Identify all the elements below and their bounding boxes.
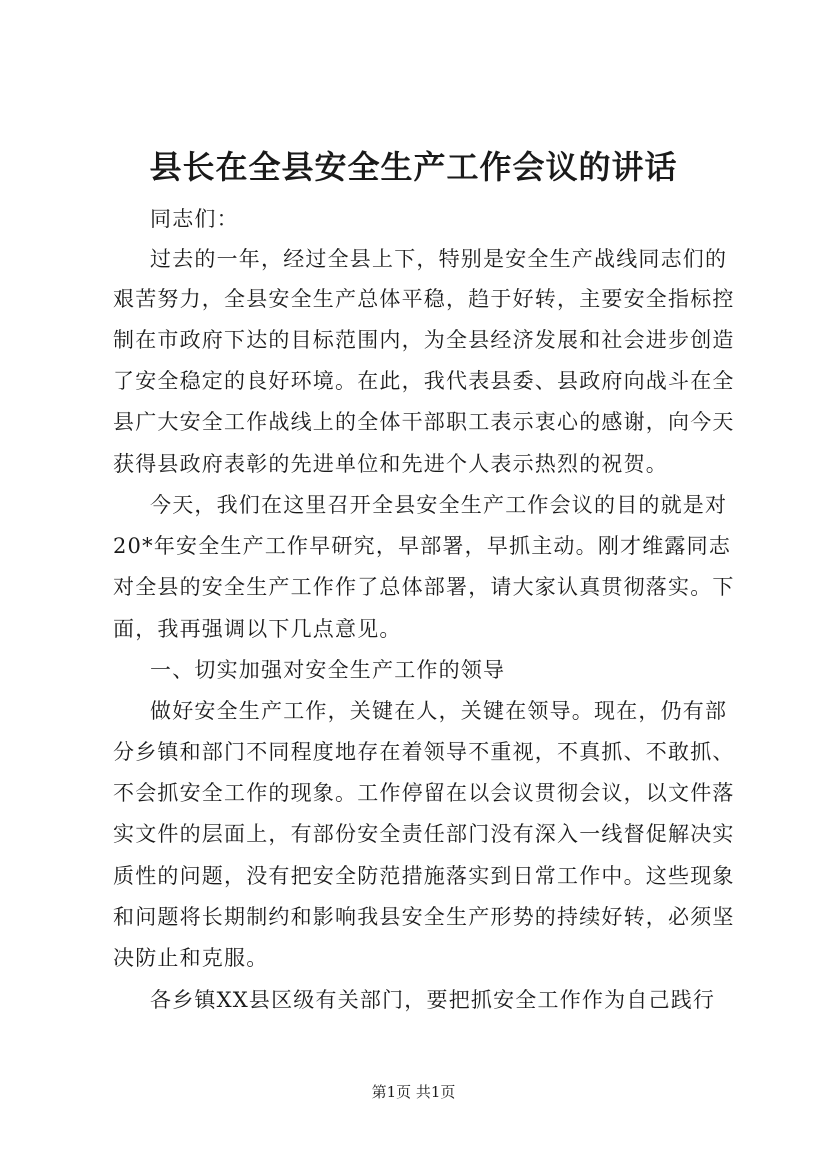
paragraph-line: 艰苦努力，全县安全生产总体平稳，趋于好转，主要安全指标控: [113, 287, 735, 311]
paragraph-line: 今天，我们在这里召开全县安全生产工作会议的目的就是对: [150, 493, 728, 517]
paragraph-line: 各乡镇XX县区级有关部门，要把抓安全工作作为自己践行: [150, 988, 716, 1012]
paragraph-line: 决防止和克服。: [113, 946, 269, 970]
paragraph-line: 过去的一年，经过全县上下，特别是安全生产战线同志们的: [150, 247, 728, 271]
paragraph-line: 20*年安全生产工作早研究，早部署，早抓主动。刚才维露同志: [113, 534, 732, 558]
paragraph-line: 分乡镇和部门不同程度地存在着领导不重视，不真抓、不敢抓、: [113, 740, 735, 764]
paragraph-line: 做好安全生产工作，关键在人，关键在领导。现在，仍有部: [150, 699, 728, 723]
paragraph-line: 实文件的层面上，有部份安全责任部门没有深入一线督促解决实: [113, 822, 735, 846]
paragraph-line: 对全县的安全生产工作作了总体部署，请大家认真贯彻落实。下: [113, 575, 735, 599]
paragraph-line: 不会抓安全工作的现象。工作停留在以会议贯彻会议，以文件落: [113, 781, 735, 805]
paragraph-line: 县广大安全工作战线上的全体干部职工表示衷心的感谢，向今天: [113, 410, 735, 434]
paragraph-line: 制在市政府下达的目标范围内，为全县经济发展和社会进步创造: [113, 328, 735, 352]
paragraph-line: 质性的问题，没有把安全防范措施落实到日常工作中。这些现象: [113, 864, 735, 888]
paragraph-line: 获得县政府表彰的先进单位和先进个人表示热烈的祝贺。: [113, 452, 668, 476]
paragraph-line: 和问题将长期制约和影响我县安全生产形势的持续好转，必须坚: [113, 905, 735, 929]
document-title: 县长在全县安全生产工作会议的讲话: [149, 148, 678, 186]
salutation: 同志们：: [150, 207, 239, 231]
page-footer: 第1页 共1页: [371, 1083, 456, 1101]
section-heading: 一、切实加强对安全生产工作的领导: [150, 658, 506, 682]
paragraph-line: 了安全稳定的良好环境。在此，我代表县委、县政府向战斗在全: [113, 369, 735, 393]
paragraph-line: 面，我再强调以下几点意见。: [113, 617, 402, 641]
